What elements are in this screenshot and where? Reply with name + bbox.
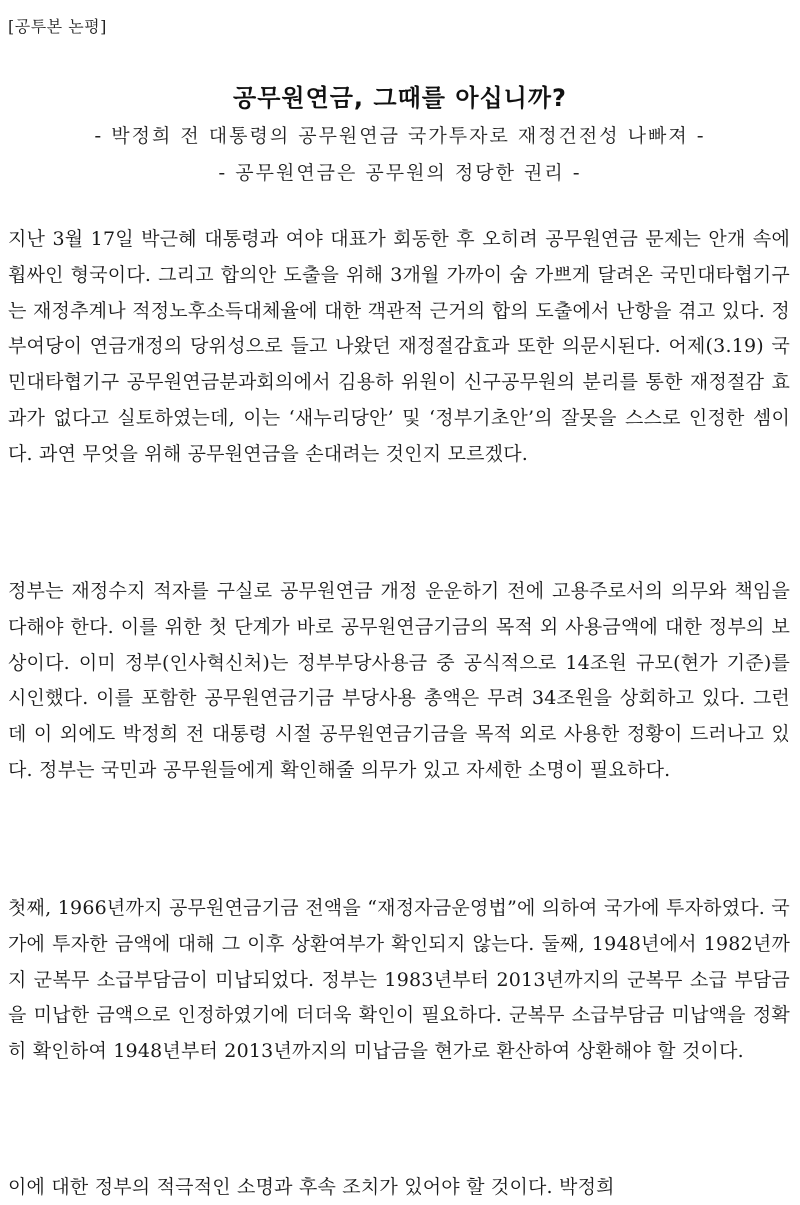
document-title: 공무원연금, 그때를 아십니까? (233, 84, 567, 112)
document-subtitle-1: - 박정희 전 대통령의 공무원연금 국가투자로 재정건전성 나빠져 - (94, 125, 706, 147)
body-paragraph-3: 첫째, 1966년까지 공무원연금기금 전액을 “재정자금운영법”에 의하여 국가에 투자하였다. 국가에 투자한 금액에 대해 그 이후 상환여부가 확인되지 않는다. 둘째, 1948년에서 1982년까지 군복무 소급부담금이 미납되었다. 정부는 1983년부터 2013년까지의 군복무 소급 부담금을 미납한 금액으로 인정하였기에 더더욱 확인이 필요하다. 군복무 소급부담금 미납액을 정확히 확인하여 1948년부터 2013년까지의 미납금을 현가로 환산하여 상환해야 할 것이다. (8, 897, 790, 1063)
body-paragraph-4: 이에 대한 정부의 적극적인 소명과 후속 조치가 있어야 할 것이다. 박정희 (8, 1176, 615, 1198)
body-paragraph-2: 정부는 재정수지 적자를 구실로 공무원연금 개정 운운하기 전에 고용주로서의 의무와 책임을 다해야 한다. 이를 위한 첫 단계가 바로 공무원연금기금의 목적 외 사용금액에 대한 정부의 보상이다. 이미 정부(인사혁신처)는 정부부당사용금 중 공식적으로 14조원 규모(현가 기준)를 시인했다. 이를 포함한 공무원연금기금 부당사용 총액은 무려 34조원을 상회하고 있다. 그런데 이 외에도 박정희 전 대통령 시절 공무원연금기금을 목적 외로 사용한 정황이 드러나고 있다. 정부는 국민과 공무원들에게 확인해줄 의무가 있고 자세한 소명이 필요하다. (8, 580, 790, 781)
body-paragraph-1: 지난 3월 17일 박근혜 대통령과 여야 대표가 회동한 후 오히려 공무원연금 문제는 안개 속에 휩싸인 형국이다. 그리고 합의안 도출을 위해 3개월 가까이 숨 가쁘게 달려온 국민대타협기구는 재정추계나 적정노후소득대체율에 대한 객관적 근거의 합의 도출에서 난항을 겪고 있다. 정부여당이 연금개정의 당위성으로 들고 나왔던 재정절감효과 또한 의문시된다. 어제(3.19) 국민대타협기구 공무원연금분과회의에서 김용하 위원이 신구공무원의 분리를 통한 재정절감 효과가 없다고 실토하였는데, 이는 ‘새누리당안’ 및 ‘정부기초안’의 잘못을 스스로 인정한 셈이다. 과연 무엇을 위해 공무원연금을 손대려는 것인지 모르겠다. (8, 228, 790, 465)
document-subtitle-2: - 공무원연금은 공무원의 정당한 권리 - (218, 162, 582, 184)
document-tag: [공투본 논평] (8, 17, 107, 36)
